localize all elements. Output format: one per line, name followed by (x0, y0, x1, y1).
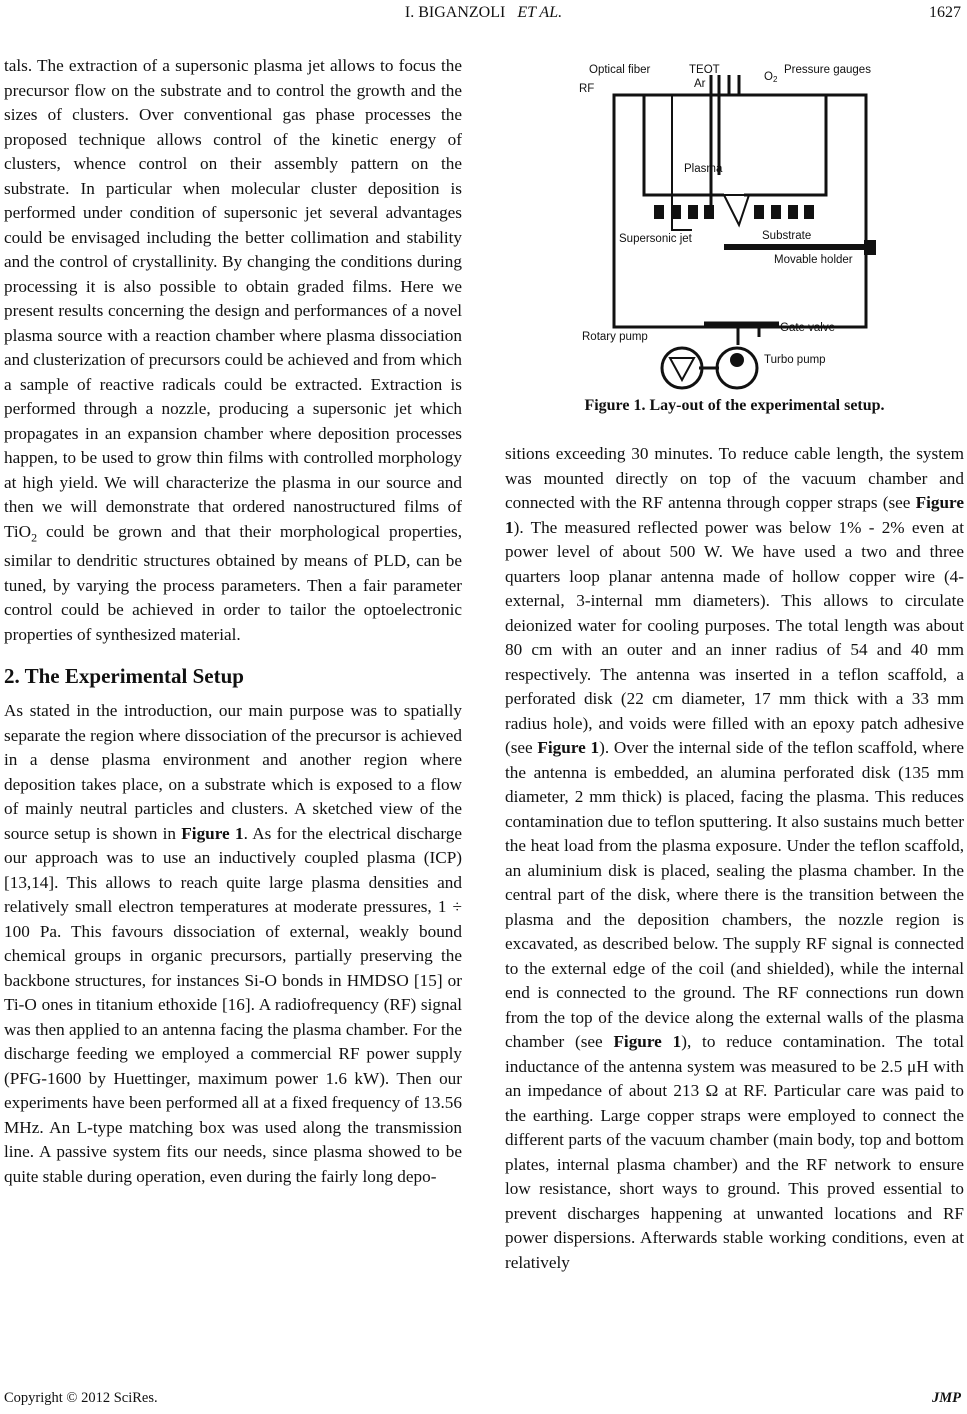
label-teot: TEOT (689, 64, 720, 76)
section-heading: 2. The Experimental Setup (4, 664, 244, 689)
label-gate-valve: Gate valve (780, 322, 835, 334)
label-o2: O2 (764, 71, 778, 84)
label-ar: Ar (694, 78, 706, 90)
paragraph-setup: As stated in the introduction, our main purpose was to spatially separate the region where dissociation of the precursor is achieved in a dense plasma environment and another region where deposition takes place, on a substrate which is exposed to a flow of mainly neutral particles and clusters. A sketched view of the source setup is shown in Figure 1. As for the electrical discharge our approach was to use an inductively coupled plasma (ICP) [13,14]. This allows to reach quite large plasma densities and relatively small electron temperatures at moderate pressures, 1 ÷ 100 Pa. This favours dissociation of external, weakly bound chemical groups in organic precursors, partially preserving the backbone structures, for instances Si-O bonds in HMDSO [15] or Ti-O ones in titanium ethoxide [16]. A radiofrequency (RF) signal was then applied to an antenna facing the plasma chamber. For the discharge feeding we employed a commercial RF power supply (PFG-1600 by Huettinger, maximum power 1.6 kW). Then our experiments have been performed all at a fixed frequency of 13.56 MHz. An L-type matching box was used along the transmission line. A passive system fits our needs, since plasma showed to be quite stable during operation, even during the fairly long depo- (4, 701, 463, 1186)
figure-ref: Figure 1 (181, 823, 244, 843)
header-author: I. BIGANZOLI (404, 4, 506, 21)
label-rotary-pump: Rotary pump (582, 331, 648, 343)
label-supersonic-jet: Supersonic jet (619, 233, 692, 245)
copyright: Copyright © 2012 SciRes. (4, 1390, 158, 1406)
paragraph-intro: tals. The extraction of a supersonic plasma jet allows to focus the precursor flow on the substrate and to control the growth and the sizes of clusters. Over conventional gas phase processes the proposed technique allows control of the kinetic energy of clusters, whence control on their assembly pattern on the substrate. In particular when molecular cluster deposition is performed under condition of supersonic jet several advantages could be envisaged including the better collimation and stability and the control of crystallinity. By changing the conditions during processing it is also possible to obtain graded films. Here we present results concerning the design and performances of a novel plasma source with a reaction chamber where plasma dissociation and clusterization of precursors could be achieved and from which a sample of reactive radicals could be extracted. Extraction is performed through a nozzle, producing a supersonic jet which propagates in an expansion chamber where deposition processes happen, to be used to grow thin films with controlled morphology at high yield. We will characterize the plasma in our source and then we will demonstrate that ordered nanostructured films of TiO$_2$ could be grown and that their morphological properties, similar to dendritic structures obtained by means of PLD, can be tuned, by varying the process parameters. Then a fair parameter control could be achieved in order to tailor the optoelectronic properties of synthesized material. (4, 56, 462, 644)
label-movable-holder: Movable holder (774, 254, 853, 266)
label-pressure-gauges: Pressure gauges (784, 64, 871, 76)
left-column (4, 54, 462, 1189)
figure-caption: Figure 1. Lay-out of the experimental setup. (584, 397, 885, 414)
figure-ref: Figure 1 (613, 1032, 682, 1051)
paragraph-rf: sitions exceeding 30 minutes. To reduce cable length, the system was mounted directly on top of the vacuum chamber and connected with the RF antenna through copper straps (see Figure 1). The measured reflected power was below 1% - 2% even at power level of about 500 W. We have used a two and three quarters loop planar antenna made of hollow copper wire (4-external, 3-internal mm diameters). This allows to circulate deionized water for cooling purposes. The total length was about 80 cm with an outer and an inner radius of 54 and 40 mm respectively. The antenna was inserted in a teflon scaffold, a perforated disk (22 cm diameter, 17 mm thick with a 33 mm radius hole), and voids were filled with an epoxy patch adhesive (see Figure 1). Over the internal side of the teflon scaffold, where the antenna is embedded, an alumina perforated disk (135 mm diameter, 2 mm thick) is placed, facing the plasma. This reduces contamination due to teflon sputtering. It also sustains much better the heat load from the plasma exposure. Under the teflon scaffold, an aluminium disk is placed, sealing the plasma chamber. In the central part of the disk, where there is the transition between the plasma and the deposition chambers, the nozzle region is excavated, as described below. The supply RF signal is connected to the external edge of the coil (and shielded), while the internal end is connected to the ground. The RF connections run down from the top of the device along the external walls of the plasma chamber (see Figure 1), to reduce contamination. The total inductance of the antenna system was measured to be 2.5 μH with an impedance of about 213 Ω at RF. Particular care was paid to the earthing. Large copper straps were employed to connect the different parts of the vacuum chamber (main body, top and bottom plates, internal plasma chamber) and the RF network to ensure low resistance, short ways to ground. This proved essential to prevent discharges happening at unwanted locations and RF power dispersions. Afterwards stable working conditions, even at relatively (505, 444, 964, 1272)
label-plasma: Plasma (684, 163, 723, 175)
header-etal: ET AL. (517, 4, 563, 21)
label-rf: RF (579, 83, 595, 95)
label-turbo-pump: Turbo pump (764, 354, 826, 366)
running-header (0, 4, 967, 28)
setup-figure (574, 55, 884, 390)
figure-ref: Figure 1 (537, 738, 600, 757)
setup-diagram (574, 55, 884, 390)
journal-name: JMP (932, 1390, 961, 1406)
figure-ref: Figure 1 (505, 493, 964, 537)
label-substrate: Substrate (762, 230, 812, 242)
right-column (505, 442, 964, 1275)
label-optical-fiber: Optical fiber (589, 64, 651, 76)
page-number: 1627 (929, 4, 961, 21)
